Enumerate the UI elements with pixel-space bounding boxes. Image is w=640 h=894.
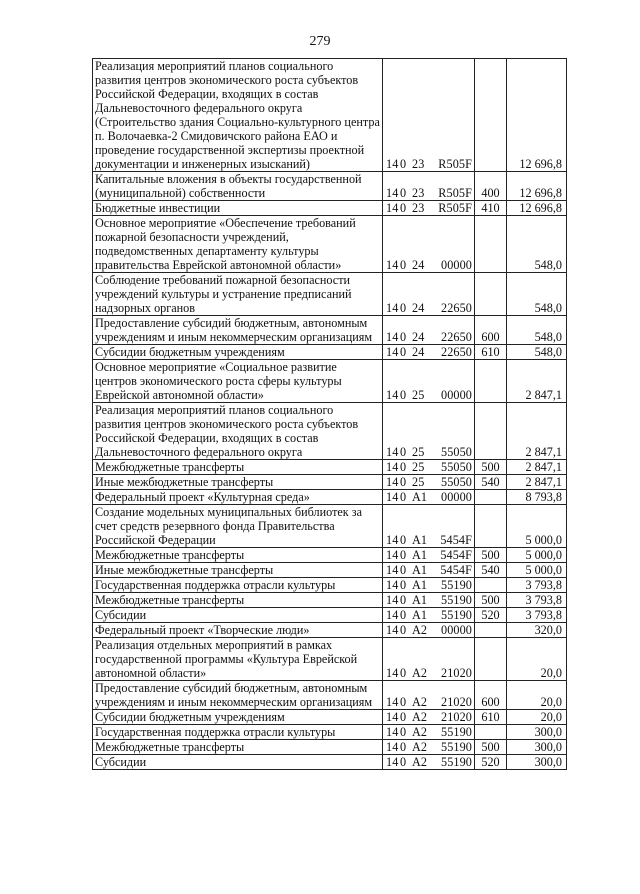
code-part: 14 [386, 330, 399, 344]
row-code [383, 681, 475, 710]
code-part: 25 [412, 445, 425, 459]
row-expense-type: 500 [475, 460, 507, 475]
row-amount: 20,0 [507, 681, 567, 710]
row-name: Предоставление субсидий бюджетным, автономным учреждениям и иным некоммерческим организациям [93, 681, 383, 710]
code-part: 14 [386, 755, 399, 769]
row-name: Субсидии бюджетным учреждениям [93, 710, 383, 725]
table-row [93, 201, 567, 216]
table-row [93, 593, 567, 608]
code-part: 14 [386, 475, 399, 489]
code-part: R505F [438, 186, 472, 200]
code-part: 00000 [441, 388, 472, 402]
table-row [93, 345, 567, 360]
table-row [93, 563, 567, 578]
row-expense-type [475, 273, 507, 316]
row-name: Межбюджетные трансферты [93, 460, 383, 475]
code-part: 14 [386, 578, 399, 592]
row-expense-type [475, 505, 507, 548]
row-name: Федеральный проект «Культурная среда» [93, 490, 383, 505]
table-row [93, 725, 567, 740]
row-code [383, 201, 475, 216]
row-name: Федеральный проект «Творческие люди» [93, 623, 383, 638]
table-row [93, 681, 567, 710]
row-expense-type: 410 [475, 201, 507, 216]
code-part: 14 [386, 445, 399, 459]
row-amount: 5 000,0 [507, 563, 567, 578]
row-amount: 8 793,8 [507, 490, 567, 505]
row-name: Реализация отдельных мероприятий в рамках государственной программы «Культура Еврейской автономной области» [93, 638, 383, 681]
code-part: 0 [400, 460, 407, 474]
table-row [93, 403, 567, 460]
code-part: 25 [412, 475, 425, 489]
code-part: 0 [400, 475, 407, 489]
code-part: A2 [412, 666, 428, 680]
row-amount: 2 847,1 [507, 403, 567, 460]
code-part: 0 [400, 490, 407, 504]
row-name: Межбюджетные трансферты [93, 740, 383, 755]
code-part: 55050 [441, 445, 472, 459]
row-name: Иные межбюджетные трансферты [93, 475, 383, 490]
code-part: A2 [412, 740, 428, 754]
page-number: 279 [309, 34, 331, 49]
row-expense-type [475, 59, 507, 172]
row-expense-type [475, 725, 507, 740]
code-part: 14 [386, 258, 399, 272]
code-part: 14 [386, 345, 399, 359]
code-part: 0 [400, 725, 407, 739]
table-row [93, 360, 567, 403]
code-part: 0 [400, 533, 407, 547]
row-amount: 20,0 [507, 638, 567, 681]
code-part: 0 [400, 623, 407, 637]
row-expense-type [475, 216, 507, 273]
code-part: 14 [386, 563, 399, 577]
row-code [383, 623, 475, 638]
row-code [383, 505, 475, 548]
row-expense-type: 600 [475, 316, 507, 345]
code-part: 55050 [441, 475, 472, 489]
row-amount: 5 000,0 [507, 548, 567, 563]
table-row [93, 740, 567, 755]
table-row [93, 623, 567, 638]
code-part: 14 [386, 710, 399, 724]
code-part: 55190 [441, 755, 472, 769]
row-amount: 5 000,0 [507, 505, 567, 548]
code-part: 5454F [440, 533, 472, 547]
row-amount: 2 847,1 [507, 360, 567, 403]
code-part: 5454F [440, 548, 472, 562]
code-part: A1 [412, 548, 428, 562]
row-amount: 12 696,8 [507, 59, 567, 172]
row-expense-type: 540 [475, 475, 507, 490]
row-expense-type [475, 638, 507, 681]
row-amount: 2 847,1 [507, 460, 567, 475]
row-name: Капитальные вложения в объекты государственной (муниципальной) собственности [93, 172, 383, 201]
table-row [93, 216, 567, 273]
table-row [93, 608, 567, 623]
code-part: 0 [400, 578, 407, 592]
code-part: 14 [386, 301, 399, 315]
code-part: A1 [412, 533, 428, 547]
code-part: 14 [386, 695, 399, 709]
code-part: 55050 [441, 460, 472, 474]
table-row [93, 548, 567, 563]
row-expense-type: 520 [475, 755, 507, 770]
row-amount: 3 793,8 [507, 593, 567, 608]
row-expense-type: 500 [475, 593, 507, 608]
row-code [383, 755, 475, 770]
code-part: A1 [412, 490, 428, 504]
row-name: Межбюджетные трансферты [93, 548, 383, 563]
row-name: Межбюджетные трансферты [93, 593, 383, 608]
code-part: 14 [386, 186, 399, 200]
code-part: 14 [386, 157, 399, 171]
code-part: 55190 [441, 725, 472, 739]
row-code [383, 710, 475, 725]
row-code [383, 578, 475, 593]
row-code [383, 608, 475, 623]
row-name: Государственная поддержка отрасли культуры [93, 725, 383, 740]
row-name: Создание модельных муниципальных библиотек за счет средств резервного фонда Правительства Российской Федерации [93, 505, 383, 548]
code-part: A2 [412, 623, 428, 637]
table-row [93, 475, 567, 490]
row-expense-type [475, 623, 507, 638]
row-code [383, 403, 475, 460]
code-part: 14 [386, 548, 399, 562]
row-name: Основное мероприятие «Социальное развитие центров экономического роста сферы культуры Еврейской автономной области» [93, 360, 383, 403]
code-part: 0 [400, 445, 407, 459]
row-name: Государственная поддержка отрасли культуры [93, 578, 383, 593]
row-code [383, 563, 475, 578]
code-part: 0 [400, 608, 407, 622]
row-code [383, 345, 475, 360]
code-part: 0 [400, 258, 407, 272]
code-part: 23 [412, 186, 425, 200]
row-amount: 320,0 [507, 623, 567, 638]
code-part: 23 [412, 201, 425, 215]
row-expense-type: 610 [475, 345, 507, 360]
row-expense-type: 600 [475, 681, 507, 710]
row-amount: 548,0 [507, 345, 567, 360]
table-row [93, 710, 567, 725]
code-part: 55190 [441, 593, 472, 607]
code-part: 22650 [441, 330, 472, 344]
row-name: Основное мероприятие «Обеспечение требований пожарной безопасности учреждений, подведомственных департаменту культуры правительства Еврейской автономной области» [93, 216, 383, 273]
code-part: 0 [400, 710, 407, 724]
code-part: 0 [400, 548, 407, 562]
code-part: A1 [412, 608, 428, 622]
code-part: 00000 [441, 623, 472, 637]
row-expense-type: 500 [475, 740, 507, 755]
row-code [383, 490, 475, 505]
table-row [93, 490, 567, 505]
table-row [93, 316, 567, 345]
code-part: A2 [412, 695, 428, 709]
code-part: 14 [386, 388, 399, 402]
row-code [383, 548, 475, 563]
code-part: 21020 [441, 710, 472, 724]
row-amount: 300,0 [507, 740, 567, 755]
code-part: 25 [412, 460, 425, 474]
code-part: 00000 [441, 490, 472, 504]
code-part: 0 [400, 388, 407, 402]
code-part: 0 [400, 301, 407, 315]
code-part: 14 [386, 593, 399, 607]
row-amount: 548,0 [507, 316, 567, 345]
row-code [383, 593, 475, 608]
row-code [383, 725, 475, 740]
code-part: 14 [386, 460, 399, 474]
code-part: 24 [412, 330, 425, 344]
code-part: 0 [400, 186, 407, 200]
row-expense-type [475, 578, 507, 593]
code-part: 14 [386, 533, 399, 547]
row-code [383, 172, 475, 201]
budget-table [92, 58, 567, 770]
row-amount: 20,0 [507, 710, 567, 725]
row-code [383, 638, 475, 681]
code-part: 0 [400, 345, 407, 359]
code-part: 24 [412, 258, 425, 272]
code-part: 22650 [441, 345, 472, 359]
row-code [383, 273, 475, 316]
row-name: Субсидии бюджетным учреждениям [93, 345, 383, 360]
table-row [93, 638, 567, 681]
row-expense-type: 500 [475, 548, 507, 563]
code-part: 55190 [441, 578, 472, 592]
row-name: Субсидии [93, 608, 383, 623]
row-amount: 300,0 [507, 725, 567, 740]
code-part: A1 [412, 578, 428, 592]
row-code [383, 316, 475, 345]
code-part: 5454F [440, 563, 472, 577]
code-part: 14 [386, 666, 399, 680]
row-name: Реализация мероприятий планов социального развития центров экономического роста субъектов Российской Федерации, входящих в состав Дальневосточного федерального округа [93, 403, 383, 460]
row-expense-type: 610 [475, 710, 507, 725]
code-part: 0 [400, 740, 407, 754]
code-part: A2 [412, 710, 428, 724]
row-name: Субсидии [93, 755, 383, 770]
code-part: 55190 [441, 740, 472, 754]
row-name: Бюджетные инвестиции [93, 201, 383, 216]
row-amount: 300,0 [507, 755, 567, 770]
code-part: 0 [400, 201, 407, 215]
row-expense-type: 400 [475, 172, 507, 201]
code-part: 14 [386, 608, 399, 622]
table-row [93, 755, 567, 770]
code-part: 0 [400, 666, 407, 680]
row-amount: 12 696,8 [507, 201, 567, 216]
code-part: 55190 [441, 608, 472, 622]
table-body [93, 59, 567, 770]
code-part: R505F [438, 201, 472, 215]
code-part: 0 [400, 755, 407, 769]
table-row [93, 273, 567, 316]
row-code [383, 475, 475, 490]
row-name: Реализация мероприятий планов социального развития центров экономического роста субъектов Российской Федерации, входящих в состав Дальневосточного федерального округа (Строительство здания Социально-культурного центра п. Волочаевка-2 Смидовичского района ЕАО и проведение государственной экспертизы проектной документации и инженерных изысканий) [93, 59, 383, 172]
code-part: 25 [412, 388, 425, 402]
code-part: A2 [412, 725, 428, 739]
code-part: R505F [438, 157, 472, 171]
row-expense-type [475, 490, 507, 505]
row-expense-type [475, 403, 507, 460]
code-part: 14 [386, 740, 399, 754]
code-part: 14 [386, 623, 399, 637]
code-part: 21020 [441, 666, 472, 680]
code-part: A1 [412, 563, 428, 577]
code-part: 24 [412, 345, 425, 359]
row-name: Предоставление субсидий бюджетным, автономным учреждениям и иным некоммерческим организациям [93, 316, 383, 345]
code-part: 22650 [441, 301, 472, 315]
code-part: 0 [400, 695, 407, 709]
code-part: 0 [400, 593, 407, 607]
row-code [383, 216, 475, 273]
row-name: Соблюдение требований пожарной безопасности учреждений культуры и устранение предписаний надзорных органов [93, 273, 383, 316]
table-row [93, 460, 567, 475]
table-row [93, 172, 567, 201]
code-part: 21020 [441, 695, 472, 709]
code-part: 0 [400, 330, 407, 344]
row-amount: 3 793,8 [507, 578, 567, 593]
code-part: 0 [400, 563, 407, 577]
row-code [383, 740, 475, 755]
code-part: 14 [386, 201, 399, 215]
row-expense-type [475, 360, 507, 403]
table-row [93, 505, 567, 548]
row-code [383, 59, 475, 172]
row-code [383, 460, 475, 475]
row-code [383, 360, 475, 403]
code-part: 23 [412, 157, 425, 171]
code-part: A1 [412, 593, 428, 607]
table-row [93, 578, 567, 593]
row-amount: 12 696,8 [507, 172, 567, 201]
code-part: 0 [400, 157, 407, 171]
table-row [93, 59, 567, 172]
code-part: 14 [386, 725, 399, 739]
row-expense-type: 540 [475, 563, 507, 578]
row-name: Иные межбюджетные трансферты [93, 563, 383, 578]
row-expense-type: 520 [475, 608, 507, 623]
row-amount: 2 847,1 [507, 475, 567, 490]
row-amount: 548,0 [507, 216, 567, 273]
row-amount: 548,0 [507, 273, 567, 316]
code-part: 00000 [441, 258, 472, 272]
row-amount: 3 793,8 [507, 608, 567, 623]
code-part: A2 [412, 755, 428, 769]
code-part: 24 [412, 301, 425, 315]
code-part: 14 [386, 490, 399, 504]
